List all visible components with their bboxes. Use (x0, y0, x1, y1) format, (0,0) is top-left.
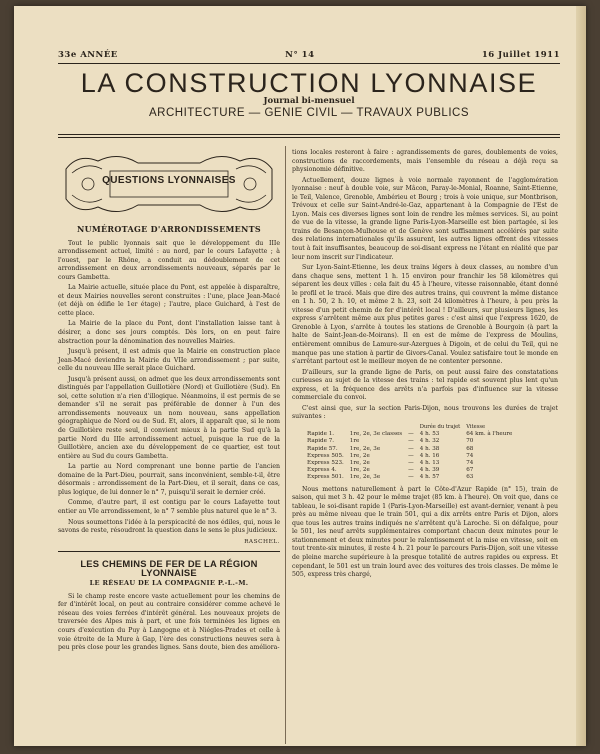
table-cell: — (408, 438, 414, 445)
column-separator (285, 146, 286, 744)
table-header: Vitesse (466, 423, 486, 430)
article2-subtitle: LE RÉSEAU DE LA COMPAGNIE P.-L.-M. (89, 579, 249, 588)
article2-paragraph-1: Si le champ reste encore vaste actuellement pour les chemins de fer d'intérêt local, on peut au contraire considérer comme achevé le réseau des voies ferrées d'intérêt général. Les nouveaux projets de traversée des Alpes mis à part, et une fois terminées les lignes en cours d'exécution du Puy à Langogne et à Niégles-Prades et celle à voie étroite de la Mure à Gap, l'ère des constructions neuves sera à peu près close pour les grandes lignes. Sans doute, bien des améliora- (58, 592, 280, 652)
table-cell: 4 h. 53 (419, 431, 440, 438)
newspaper-page (14, 6, 586, 746)
table-cell: 1re, 2e, 3e (349, 474, 381, 481)
table-cell: — (408, 445, 414, 452)
right-paragraph-6: Nous mettons naturellement à part le Côte-d'Azur Rapide (n° 15), train de saison, qui met 3 h. 42 pour le même trajet (85 km. à l'heure). On voit que, dans ce tableau, le soi-disant rapide 1 (Paris-Lyon-Marseille) est avant-dernier, venant à peu près au même niveau que le train 501, qui a dix arrêts entre Paris et Dijon, alors que tous les autres trains indiqués ne s'arrêtent qu'à Laroche. Si on défalque, pour le 501, les neuf arrêts supplémentaires comportant chacun deux minutes pour le stationnement et deux minutes pour le ralentissement et la mise en vitesse, soit en tout trente-six minutes, il reste 4 h. 21 pour le parcours Paris-Dijon, soit une vitesse de pleine marche supérieure à la presque totalité de autres rapides ou express. Et cependant, le 501 est un train lourd avec des voitures des trois classes. De même le 505, express très chargé, (292, 485, 558, 579)
right-paragraph-2: Actuellement, douze lignes à voie normale rayonnent de l'agglomération lyonnaise : neuf à double voie, sur Mâcon, Paray-le-Monial, Roanne, Saint-Etienne, le Teil, Valence, Grenoble, Ambérieu et Bourg ; trois à voie unique, sur Montbrison, Trévoux et celle sur Saint-André-le-Gaz, appartenant à la Compagnie de l'Est de Lyon. Mais ces diverses lignes sont loin de rendre les mêmes services. Si, au point de vue de la vitesse, la grande ligne Paris-Lyon-Marseille est bien partagée, si les trains de Besançon-Mulhouse et de Genève sont suffisamment accélérés par suite des relations internationales qu'ils assurent, les autres lignes offrent des vitesses tout à fait insuffisantes, beaucoup de soi-disant express ne l'étant en réalité que par leur nom inscrit sur l'indicateur. (292, 176, 558, 261)
table-cell: Rapide 7. (307, 438, 335, 445)
table-cell: 4 h. 16 (419, 452, 440, 459)
journal-subtitle: Journal bi-mensuel (263, 96, 355, 106)
table-cell: 4 h. 38 (419, 445, 440, 452)
table-cell: 4 h. 39 (419, 467, 440, 474)
masthead (58, 68, 560, 119)
article1-paragraph-5: Jusqu'à présent aussi, on admet que les deux arrondissements sont distingués par l'appellation Guillotière (Nord) et Guillotière (Sud). En soi, cette solution n'a rien d'illogique. Néanmoins, il est permis de se demander s'il ne serait pas préférable de donner à l'un des arrondissements nouveaux un nom nouveau, sans appellation géographique de Nord ou de Sud. Et, alors, il apparaît que, si le nom de Guillotière reste seul, il convient mieux à la partie Sud qu'à la partie Nord du IIIe arrondissement actuel, puisque la rue de la Guillotière, ancien axe du développement de ce quartier, est tout entière au Sud du cours Gambetta. (58, 375, 280, 460)
table-cell: 63 (466, 474, 474, 481)
table-cell: Express 4. (307, 467, 337, 474)
article1-paragraph-4: Jusqu'à présent, il est admis que la Mairie en construction place Jean-Macé deviendra la Mairie du VIIe arrondissement ; par suite, celle du nouveau IIIe serait place Guichard. (58, 348, 280, 373)
article1-title: NUMÉROTAGE D'ARRONDISSEMENTS (76, 224, 262, 234)
article-divider (58, 551, 280, 552)
table-cell: 4 h. 57 (419, 474, 440, 481)
section-banner (58, 149, 280, 219)
right-column (292, 149, 558, 582)
train-table (304, 424, 521, 482)
table-cell: 1re, 2e (349, 467, 370, 474)
table-cell: 70 (466, 438, 474, 445)
header-rule (58, 63, 560, 64)
right-paragraph-5: C'est ainsi que, sur la section Paris-Dijon, nous trouvons les durées de trajet suivantes : (292, 404, 558, 421)
table-row (304, 431, 521, 438)
table-cell: — (408, 459, 414, 466)
article1-paragraph-1: Tout le public lyonnais sait que le développement du IIIe arrondissement actuel, limité : au nord, par le cours Lafayette ; à l'ouest, par le Rhône, a conduit au dédoublement de cet arrondissement en deux arrondissements nouveaux, séparés par le cours Gambetta. (58, 239, 280, 281)
table-cell: 1re, 2e (349, 452, 370, 459)
table-cell: Rapide 57. (307, 445, 338, 452)
table-cell: Express 523. (307, 459, 344, 466)
page-edge (576, 6, 586, 746)
table-cell: — (408, 431, 414, 438)
table-header (405, 424, 417, 431)
table-cell: 67 (466, 467, 474, 474)
article1-paragraph-3: La Mairie de la place du Pont, dont l'installation laisse tant à désirer, a donc ses jours comptés. Dès lors, on en peut faire abstraction pour la dénomination des nouvelles Mairies. (58, 320, 280, 345)
article1-paragraph-8: Nous soumettons l'idée à la perspicacité de nos édiles, qui, nous le savons de reste, résoudront la question dans le sens le plus judicieux. (58, 518, 280, 535)
issue-date: 16 Juillet 1911 (481, 50, 560, 60)
table-row (304, 467, 521, 474)
table-row (304, 446, 521, 453)
article2-title: LES CHEMINS DE FER DE LA RÉGION LYONNAISE (80, 558, 258, 578)
train-table-body (304, 431, 521, 481)
masthead-rule-2 (58, 137, 560, 138)
table-cell: Express 505. (307, 452, 344, 459)
issue-line (58, 50, 560, 60)
table-cell: Rapide 1. (307, 431, 335, 438)
masthead-rule (58, 134, 560, 135)
article1-signature: RASCHEL. (244, 538, 280, 545)
left-column (58, 149, 280, 655)
table-cell: 68 (466, 445, 474, 452)
table-cell: 74 (466, 459, 474, 466)
table-cell: 1re, 2e, 3e classes (349, 431, 403, 438)
year-label: 33e ANNÉE (58, 50, 118, 60)
table-cell: 4 h. 13 (419, 459, 440, 466)
table-cell: 1re, 2e (349, 459, 370, 466)
table-row (304, 453, 521, 460)
table-row (304, 474, 521, 481)
table-cell: 1re, 2e, 3e (349, 445, 381, 452)
section-title: QUESTIONS LYONNAISES (102, 175, 236, 186)
journal-title: LA CONSTRUCTION LYONNAISE (80, 68, 538, 98)
article1-paragraph-6: La partie au Nord comprenant une bonne partie de l'ancien domaine de la Part-Dieu, pourrait, sans inconvénient, semble-t-il, être désormais : arrondissement de la Part-Dieu, et il serait, dans ce cas, plus logique, de lui donner le n° 7, puisqu'il serait le dernier créé. (58, 463, 280, 496)
table-cell: 64 km. à l'heure (466, 431, 513, 438)
table-cell: 74 (466, 452, 474, 459)
right-paragraph-4: D'ailleurs, sur la grande ligne de Paris, on peut aussi faire des constatations curieuses au sujet de la vitesse des trains : tel rapide est souvent plus lent qu'un express, et la fréquence des arrêts n'a parfois pas d'influence sur la vitesse commerciale du convoi. (292, 368, 558, 402)
journal-tagline: ARCHITECTURE — GENIE CIVIL — TRAVAUX PUBLICS (149, 107, 469, 119)
table-cell: — (408, 467, 414, 474)
table-header: Durée du trajet (419, 423, 461, 430)
table-header (515, 424, 521, 431)
table-cell: — (408, 474, 414, 481)
table-header (347, 424, 405, 431)
table-header (304, 424, 347, 431)
table-cell: — (408, 452, 414, 459)
table-row (304, 438, 521, 445)
right-paragraph-1: tions locales resteront à faire : agrandissements de gares, doublements de voies, constructions de raccordements, mais l'ensemble du réseau a déjà reçu sa physionomie définitive. (292, 149, 558, 174)
table-cell: 1re (349, 438, 360, 445)
table-cell: Express 501. (307, 474, 344, 481)
table-row (304, 460, 521, 467)
article1-paragraph-2: La Mairie actuelle, située place du Pont, est appelée à disparaître, et deux Mairies nouvelles seront construites : l'une, place Jean-Macé (et déjà on édifie le 1er étage) ; l'autre, place Guichard, à l'est de cette place. (58, 284, 280, 317)
table-cell: 4 h. 32 (419, 438, 440, 445)
right-paragraph-3: Sur Lyon-Saint-Etienne, les deux trains légers à deux classes, au nombre d'un dans chaque sens, mettent 1 h. 15 environ pour franchir les 58 kilomètres qui séparent les deux villes : cela fait du 45 à l'heure, vitesse raisonnable, étant donné le profil et le tracé. Mais que dire des autres trains, qui couvrent la même distance en 1 h. 50, 2 h. 10, et même 2 h. 23, soit 24 kilomètres à l'heure, à peu près la vitesse d'un petit chemin de fer d'intérêt local ! D'ailleurs, sur plusieurs lignes, les express s'arrêtent même aux plus petites gares : c'est ainsi que l'express 1620, de Grenoble à Lyon, s'arrête à toutes les stations de Grenoble à Bourgoin (à part la halte de Saint-Jean-de-Moirans). Il en est de même de l'express de Moulins, entièrement omnibus de Lamure-sur-Azergues à Digoin, et de celui du Teil, qui ne manque pas une station à partir de Givors-Canal. Voulez satisfaire tout le monde en s'arrêtant partout est le meilleur moyen de ne contenter personne. (292, 264, 558, 366)
article1-paragraph-7: Comme, d'autre part, il est contigu par le cours Lafayette tout entier au VIe arrondissement, le n° 7 semble plus naturel que le n° 3. (58, 499, 280, 515)
issue-number: N° 14 (285, 50, 315, 60)
